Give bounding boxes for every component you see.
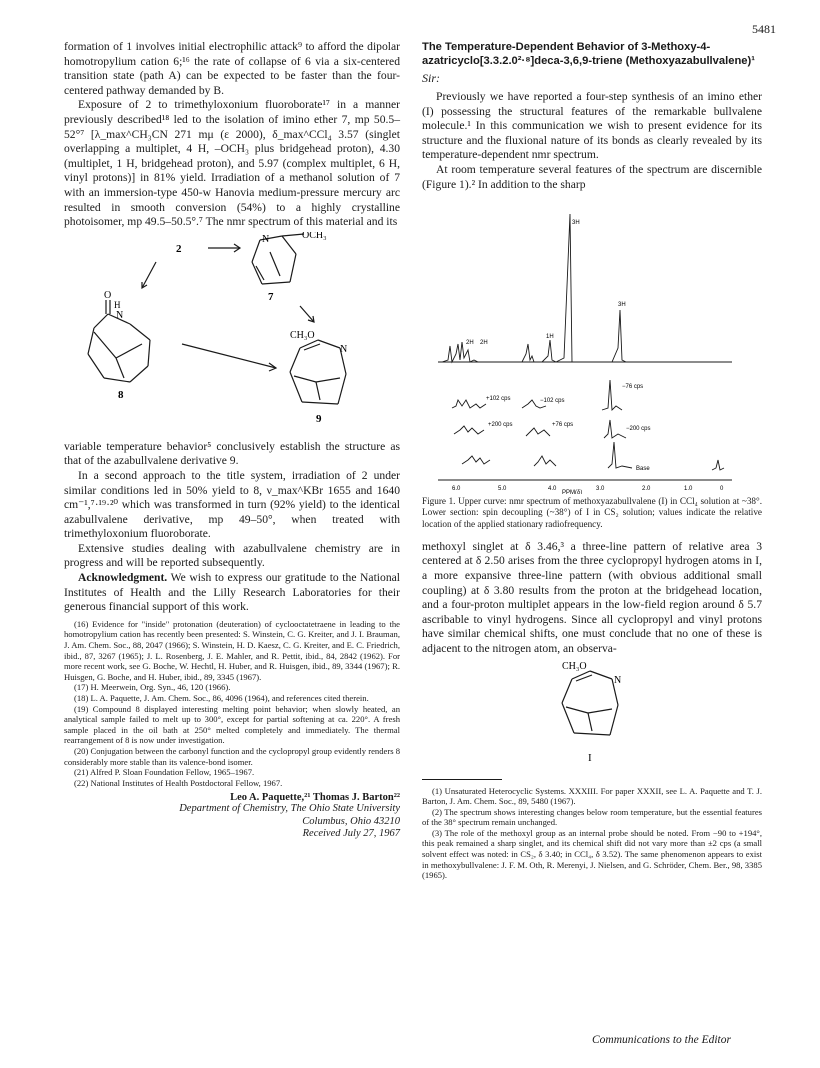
decouple-trace-base-1 xyxy=(462,456,490,464)
decouple-trace-base-3 xyxy=(608,442,632,468)
axis-tick-5: 5.0 xyxy=(498,486,507,493)
n-atom-7: N xyxy=(262,233,270,245)
axis-label-ppm: PPM(δ) xyxy=(562,490,583,495)
decouple-trace-3 xyxy=(602,380,622,410)
reaction-scheme xyxy=(64,232,400,440)
left-para-4: In a second approach to the title system, irradiation of 2 under similar conditions led in 50% yield to 8, ν_max^KBr 1655 and 1640 cm⁻¹,⁷·¹⁹·²⁰ which was transformed in turn (92% yield) to the identical azabullvalene derivative, mp 49–50°, when treated with trimethyloxonium fluoroborate. xyxy=(64,468,400,541)
reference-20: (20) Conjugation between the carbonyl function and the cyclopropyl group evidently renders 8 considerably more stable than its valence-bond isomer. xyxy=(64,745,400,767)
acknowledgment-paragraph xyxy=(64,571,400,615)
o-atom-8: O xyxy=(104,289,112,301)
decouple-trace-5 xyxy=(526,428,550,436)
journal-section-footer: Communications to the Editor xyxy=(592,1034,731,1046)
peak-label-2h-a: 2H xyxy=(466,340,474,347)
decouple-label-plus102: +102 cps xyxy=(486,396,511,403)
compound-2-label: 2 xyxy=(176,242,182,255)
left-para-1: formation of 1 involves initial electrophilic attack⁹ to afford the dipolar homotropylium cation 6;¹⁶ the rate of collapse of 6 via a six-centered transition state (path A) can be expected to be faster than the four-centered pathway demanded by B. xyxy=(64,40,400,97)
compound-9-label: 9 xyxy=(316,412,322,425)
peak-label-3h-top: 3H xyxy=(572,220,580,227)
decouple-label-base: Base xyxy=(636,466,650,473)
reference-21: (21) Alfred P. Sloan Foundation Fellow, 1965–1967. xyxy=(74,767,255,778)
decouple-label-plus200: +200 cps xyxy=(488,422,513,429)
compound-7-label: 7 xyxy=(268,290,274,303)
reference-3: (3) The role of the methoxyl group as an internal probe should be noted. From −90 to +194°, this peak remained a sharp singlet, and its chemical shift did not vary more than ±2 cps (a small solvent effect was noted: in CS₂, δ 3.40; in CCl₄, δ 3.52). The same phenomenon appears to exist in methoxybullvalene: J. F. M. Oth, R. Merenyi, J. Nielsen, and G. Schröder, Chem. Ber., 98, 3385 (1965). xyxy=(422,827,762,881)
h-atom-8: H xyxy=(114,299,121,310)
reference-17: (17) H. Meerwein, Org. Syn., 46, 120 (1966). xyxy=(74,682,231,693)
peak-label-2h-b: 2H xyxy=(480,340,488,347)
axis-tick-2: 2.0 xyxy=(642,486,651,493)
salutation: Sir: xyxy=(422,71,440,85)
right-column xyxy=(422,40,762,881)
left-column xyxy=(64,40,400,841)
figure-caption: Figure 1. Upper curve: nmr spectrum of methoxyazabullvalene (I) in CCl₄ solution at ~38°. Lower section: spin decoupling (~38°) of I in CS₂ solution; values indicate the relative location of the applied stationary radiofrequency. xyxy=(422,496,762,529)
och3-label-7: OCH₃ xyxy=(302,231,327,241)
authors: Leo A. Paquette,²¹ Thomas J. Barton²² xyxy=(230,792,400,804)
acknowledgment-heading: Acknowledgment. xyxy=(78,571,168,585)
page-number: 5481 xyxy=(752,22,776,36)
reference-2: (2) The spectrum shows interesting changes below room temperature, but the essential features of the 38° spectrum remain unchanged. xyxy=(422,806,762,828)
ch3o-label-9: CH₃O xyxy=(290,329,315,341)
left-para-5: Extensive studies dealing with azabullvalene chemistry are in progress and will be reported subsequently. xyxy=(64,541,400,570)
compound-I-label: I xyxy=(588,751,592,764)
right-references xyxy=(422,786,762,881)
nmr-spectrum-figure xyxy=(422,194,762,494)
decouple-label-plus76: +76 cps xyxy=(552,422,574,429)
axis-tick-4: 4.0 xyxy=(548,486,557,493)
left-para-2: Exposure of 2 to trimethyloxonium fluoroborate¹⁷ in a manner previously described¹⁸ led to the isolation of imino ether 7, mp 50.5–52°⁷ [λ_max^CH₃CN 271 mμ (ε 2000), δ_max^CCl₄ 3.57 (singlet overlapping a multiplet, 4 H, –OCH₃ plus bridgehead proton), 4.30 (multiplet, 1 H, bridgehead proton), and 5.97 (complex multiplet, 6 H, vinyl protons)] in 81% yield. Irradiation of a methanol solution of 7 with an immersion-type 450-w Hanovia medium-pressure mercury arc resulted in smooth conversion (54%) to a highly crystalline photoisomer, mp 49.5–50.5°.⁷ The nmr spectrum of this material and its xyxy=(64,98,400,229)
ch3o-label-I: CH₃O xyxy=(562,660,587,672)
axis-tick-6: 6.0 xyxy=(452,486,461,493)
right-para-1: Previously we have reported a four-step synthesis of an imino ether (I) possessing the structural features of the remarkable bullvalene molecule.¹ In this communication we wish to present evidence for its structure and the fluxional nature of its bonds as clearly revealed by its temperature-dependent nmr spectrum. xyxy=(422,90,762,162)
article-title: The Temperature-Dependent Behavior of 3-Methoxy-4-azatricyclo[3.3.2.0²·⁸]deca-3,6,9-triene (Methoxyazabullvalene)¹ xyxy=(422,41,755,67)
right-para-2: At room temperature several features of the spectrum are discernible (Figure 1).² In addition to the sharp xyxy=(422,162,762,191)
reference-1: (1) Unsaturated Heterocyclic Systems. XXXIII. For paper XXXII, see L. A. Paquette and T. J. Barton, J. Am. Chem. Soc., 89, 5480 (1967). xyxy=(422,785,762,807)
reference-18: (18) L. A. Paquette, J. Am. Chem. Soc., 86, 4096 (1964), and references cited therein. xyxy=(74,693,369,703)
decouple-label-minus102: −102 cps xyxy=(540,398,565,405)
n-atom-I: N xyxy=(614,674,622,686)
decouple-label-minus76: −76 cps xyxy=(622,384,644,391)
decouple-trace-base-2 xyxy=(534,456,556,466)
reference-22: (22) National Institutes of Health Postdoctoral Fellow, 1967. xyxy=(74,777,283,788)
affiliation-city: Columbus, Ohio 43210 xyxy=(302,815,400,827)
acknowledgment-text: We wish to express our gratitude to the National Institutes of Health and the Lilly Research Laboratories for their generous financial support of this work. xyxy=(64,571,400,614)
n-atom-9: N xyxy=(340,343,348,355)
decouple-trace-4 xyxy=(454,426,484,434)
left-para-3: variable temperature behavior⁵ conclusively establish the structure as that of the azabullvalene derivative 9. xyxy=(64,439,400,468)
decouple-label-minus200: −200 cps xyxy=(626,426,651,433)
reference-16: (16) Evidence for "inside" protonation (deuteration) of cyclooctatetraene in leading to the homotropylium cation has recently been presented: S. Winstein, C. G. Kreiter, and J. I. Brauman, J. Am. Chem. Soc., 88, 2047 (1966); S. Winstein, H. D. Kaesz, C. G. Kreiter, and E. C. Friedrich, ibid., 87, 3267 (1965); J. L. Rosenberg, J. E. Mahler, and R. Pettit, ibid., 84, 2842 (1962). For more recent work, see G. Boche, W. Hechtl, H. Huber, and R. Huisgen, ibid., 89, 3344 (1967); R. Huisgen, G. Boche, and H. Huber, ibid., 89, 3345 (1967). xyxy=(64,618,400,682)
footnote-divider xyxy=(422,779,502,780)
decouple-trace-1 xyxy=(452,400,486,408)
right-para-3: methoxyl singlet at δ 3.46,³ a three-line pattern of relative area 3 centered at δ 2.50 arises from the three cyclopropyl hydrogen atoms in I, a more expansive three-line pattern (with obvious additional small coupling) at δ 3.80 results from the proton at the bridgehead location, and a four-proton multiplet appears in the low-field region around δ 5.7 ascribable to vinyl hydrogens. Since all cyclopropyl and vinyl protons have similar chemical shifts, one must conclude that no one of these is adjacent to the nitrogen atom, an observa- xyxy=(422,539,762,655)
received-date: Received July 27, 1967 xyxy=(302,828,400,840)
peak-label-3h-mid: 3H xyxy=(618,302,626,309)
affiliation-department: Department of Chemistry, The Ohio State University xyxy=(179,803,400,815)
peak-label-1h: 1H xyxy=(546,334,554,341)
left-references xyxy=(64,619,400,789)
structure-I xyxy=(422,657,762,775)
decouple-trace-6 xyxy=(604,420,626,438)
axis-tick-1: 1.0 xyxy=(684,486,693,493)
n-atom-8: N xyxy=(116,309,124,321)
compound-8-label: 8 xyxy=(118,388,124,401)
axis-tick-3: 3.0 xyxy=(596,486,605,493)
axis-tick-0: 0 xyxy=(720,486,724,493)
base-reference-trace xyxy=(712,460,724,470)
reference-19: (19) Compound 8 displayed interesting melting point behavior; when slowly heated, an analytical sample failed to melt up to 300°, except for partial softening at ca. 220°. A fresh sample placed in the oil bath at 250° melted completely and immediately. The thermal rearrangement of 8 is now under investigation. xyxy=(64,703,400,746)
